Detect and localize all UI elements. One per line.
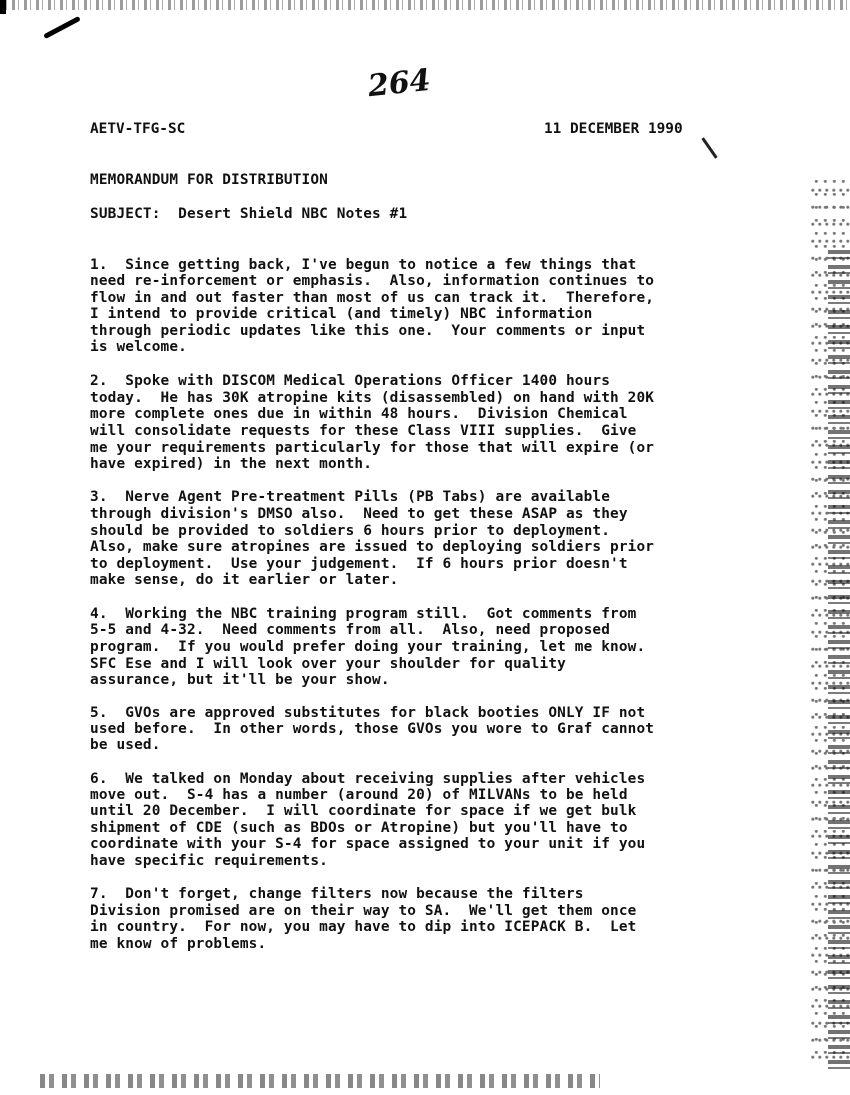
paragraph-1-line: need re-inforcement or emphasis. Also, information continues to	[90, 273, 655, 289]
paragraph-4-line: program. If you would prefer doing your training, let me know.	[90, 639, 646, 655]
paragraph-4-line: 5-5 and 4-32. Need comments from all. Also, need proposed	[90, 622, 611, 638]
paragraph-3-line: Also, make sure atropines are issued to deploying soldiers prior	[90, 539, 655, 555]
paragraph-6-line: shipment of CDE (such as BDOs or Atropine) but you'll have to	[90, 820, 628, 836]
paragraph-7-line: Division promised are on their way to SA. We'll get them once	[90, 903, 637, 919]
paragraph-5-line: be used.	[90, 737, 161, 753]
scan-noise-top	[0, 0, 850, 10]
paragraph-2-line: more complete ones due in within 48 hours. Division Chemical	[90, 406, 628, 422]
paragraph-1-line: I intend to provide critical (and timely) NBC information	[90, 306, 593, 322]
paragraph-5-line: 5. GVOs are approved substitutes for black booties ONLY IF not	[90, 705, 646, 721]
paragraph-4-line: SFC Ese and I will look over your shoulder for quality	[90, 656, 566, 672]
paragraph-3-line: make sense, do it earlier or later.	[90, 572, 399, 588]
paragraph-5-line: used before. In other words, those GVOs you wore to Graf cannot	[90, 721, 655, 737]
paragraph-2-line: me your requirements particularly for those that will expire (or	[90, 440, 655, 456]
paragraph-6-line: move out. S-4 has a number (around 20) of MILVANs to be held	[90, 787, 628, 803]
paragraph-6-line: until 20 December. I will coordinate for space if we get bulk	[90, 803, 637, 819]
paragraph-6-line: coordinate with your S-4 for space assigned to your unit if you	[90, 836, 646, 852]
office-symbol: AETV-TFG-SC	[90, 121, 186, 137]
subject-line: SUBJECT: Desert Shield NBC Notes #1	[90, 206, 408, 222]
handwritten-page-number: 264	[366, 62, 433, 105]
paragraph-7-line: me know of problems.	[90, 936, 267, 952]
paragraph-1-line: flow in and out faster than most of us can track it. Therefore,	[90, 290, 655, 306]
paragraph-6-line: 6. We talked on Monday about receiving supplies after vehicles	[90, 771, 646, 787]
paragraph-4-line: 4. Working the NBC training program still. Got comments from	[90, 606, 637, 622]
scan-noise-bottom	[40, 1074, 600, 1088]
paragraph-4-line: assurance, but it'll be your show.	[90, 672, 390, 688]
memo-date: 11 DECEMBER 1990	[544, 121, 683, 137]
paragraph-2-line: today. He has 30K atropine kits (disassembled) on hand with 20K	[90, 390, 655, 406]
pen-stroke-mark	[43, 16, 81, 39]
pen-tick-mark	[701, 137, 717, 158]
paragraph-7-line: in country. For now, you may have to dip into ICEPACK B. Let	[90, 919, 637, 935]
paragraph-6-line: have specific requirements.	[90, 853, 328, 869]
scan-noise-right-edge	[828, 250, 850, 1070]
paragraph-3-line: 3. Nerve Agent Pre-treatment Pills (PB Tabs) are available	[90, 489, 611, 505]
paragraph-2-line: 2. Spoke with DISCOM Medical Operations Officer 1400 hours	[90, 373, 611, 389]
paragraph-3-line: should be provided to soldiers 6 hours prior to deployment.	[90, 523, 611, 539]
paragraph-7-line: 7. Don't forget, change filters now because the filters	[90, 886, 584, 902]
paragraph-2-line: have expired) in the next month.	[90, 456, 373, 472]
paragraph-1-line: is welcome.	[90, 339, 187, 355]
paragraph-1-line: through periodic updates like this one. Your comments or input	[90, 323, 646, 339]
paragraph-2-line: will consolidate requests for these Class VIII supplies. Give	[90, 423, 637, 439]
paragraph-1-line: 1. Since getting back, I've begun to notice a few things that	[90, 257, 637, 273]
scan-mark-left	[0, 0, 6, 14]
memo-for: MEMORANDUM FOR DISTRIBUTION	[90, 172, 328, 188]
paragraph-3-line: to deployment. Use your judgement. If 6 hours prior doesn't	[90, 556, 628, 572]
paragraph-3-line: through division's DMSO also. Need to get these ASAP as they	[90, 506, 628, 522]
